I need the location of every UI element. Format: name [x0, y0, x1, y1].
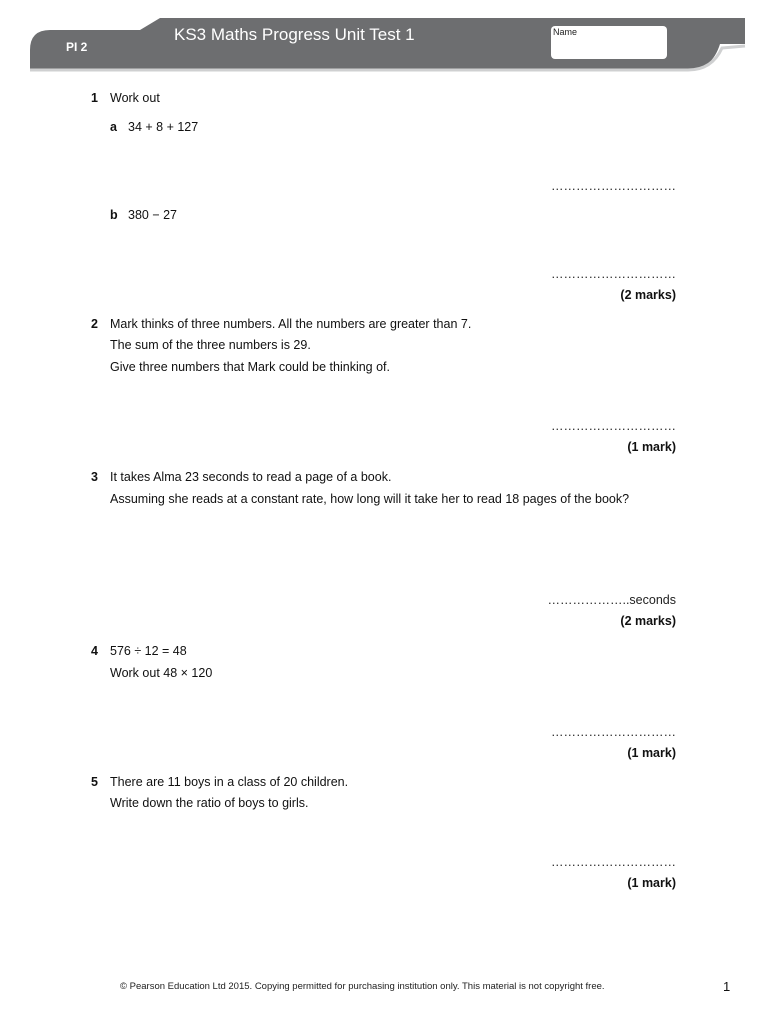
- marks-label: (1 mark): [627, 876, 676, 890]
- question-text: Assuming she reads at a constant rate, how long will it take her to read 18 pages of the book?: [110, 492, 630, 506]
- question-text: It takes Alma 23 seconds to read a page of a book.: [110, 470, 392, 484]
- answer-line[interactable]: ………………..seconds: [547, 593, 676, 607]
- question-text: Work out 48 × 120: [110, 666, 213, 680]
- part-label: b: [110, 208, 118, 222]
- question-number: 4: [91, 644, 98, 658]
- marks-label: (2 marks): [620, 288, 676, 302]
- question-text: Write down the ratio of boys to girls.: [110, 796, 309, 810]
- marks-label: (2 marks): [620, 614, 676, 628]
- copyright-notice: © Pearson Education Ltd 2015. Copying permitted for purchasing institution only. This material is not copyright free.: [120, 981, 605, 992]
- answer-line[interactable]: …………………………: [551, 267, 676, 281]
- page-number: 1: [723, 979, 731, 994]
- question-number: 5: [91, 775, 98, 789]
- part-text: 380 − 27: [128, 208, 178, 222]
- name-field[interactable]: [551, 26, 667, 59]
- question-text: The sum of the three numbers is 29.: [110, 338, 311, 352]
- question-text: Work out: [110, 91, 160, 105]
- question-text: Mark thinks of three numbers. All the numbers are greater than 7.: [110, 317, 472, 331]
- answer-line[interactable]: …………………………: [551, 725, 676, 739]
- question-number: 2: [91, 317, 98, 331]
- unit-code: PI 2: [66, 40, 88, 54]
- name-label: Name: [553, 27, 578, 37]
- question-text: Give three numbers that Mark could be thinking of.: [110, 360, 391, 374]
- answer-line[interactable]: …………………………: [551, 179, 676, 193]
- marks-label: (1 mark): [627, 746, 676, 760]
- answer-line[interactable]: …………………………: [551, 855, 676, 869]
- part-text: 34 + 8 + 127: [128, 120, 199, 134]
- question-number: 3: [91, 470, 98, 484]
- question-number: 1: [91, 91, 98, 105]
- question-text: 576 ÷ 12 = 48: [110, 644, 187, 658]
- marks-label: (1 mark): [627, 440, 676, 454]
- part-label: a: [110, 120, 117, 134]
- page-title: KS3 Maths Progress Unit Test 1: [174, 25, 415, 44]
- question-text: There are 11 boys in a class of 20 children.: [110, 775, 349, 789]
- answer-line[interactable]: …………………………: [551, 419, 676, 433]
